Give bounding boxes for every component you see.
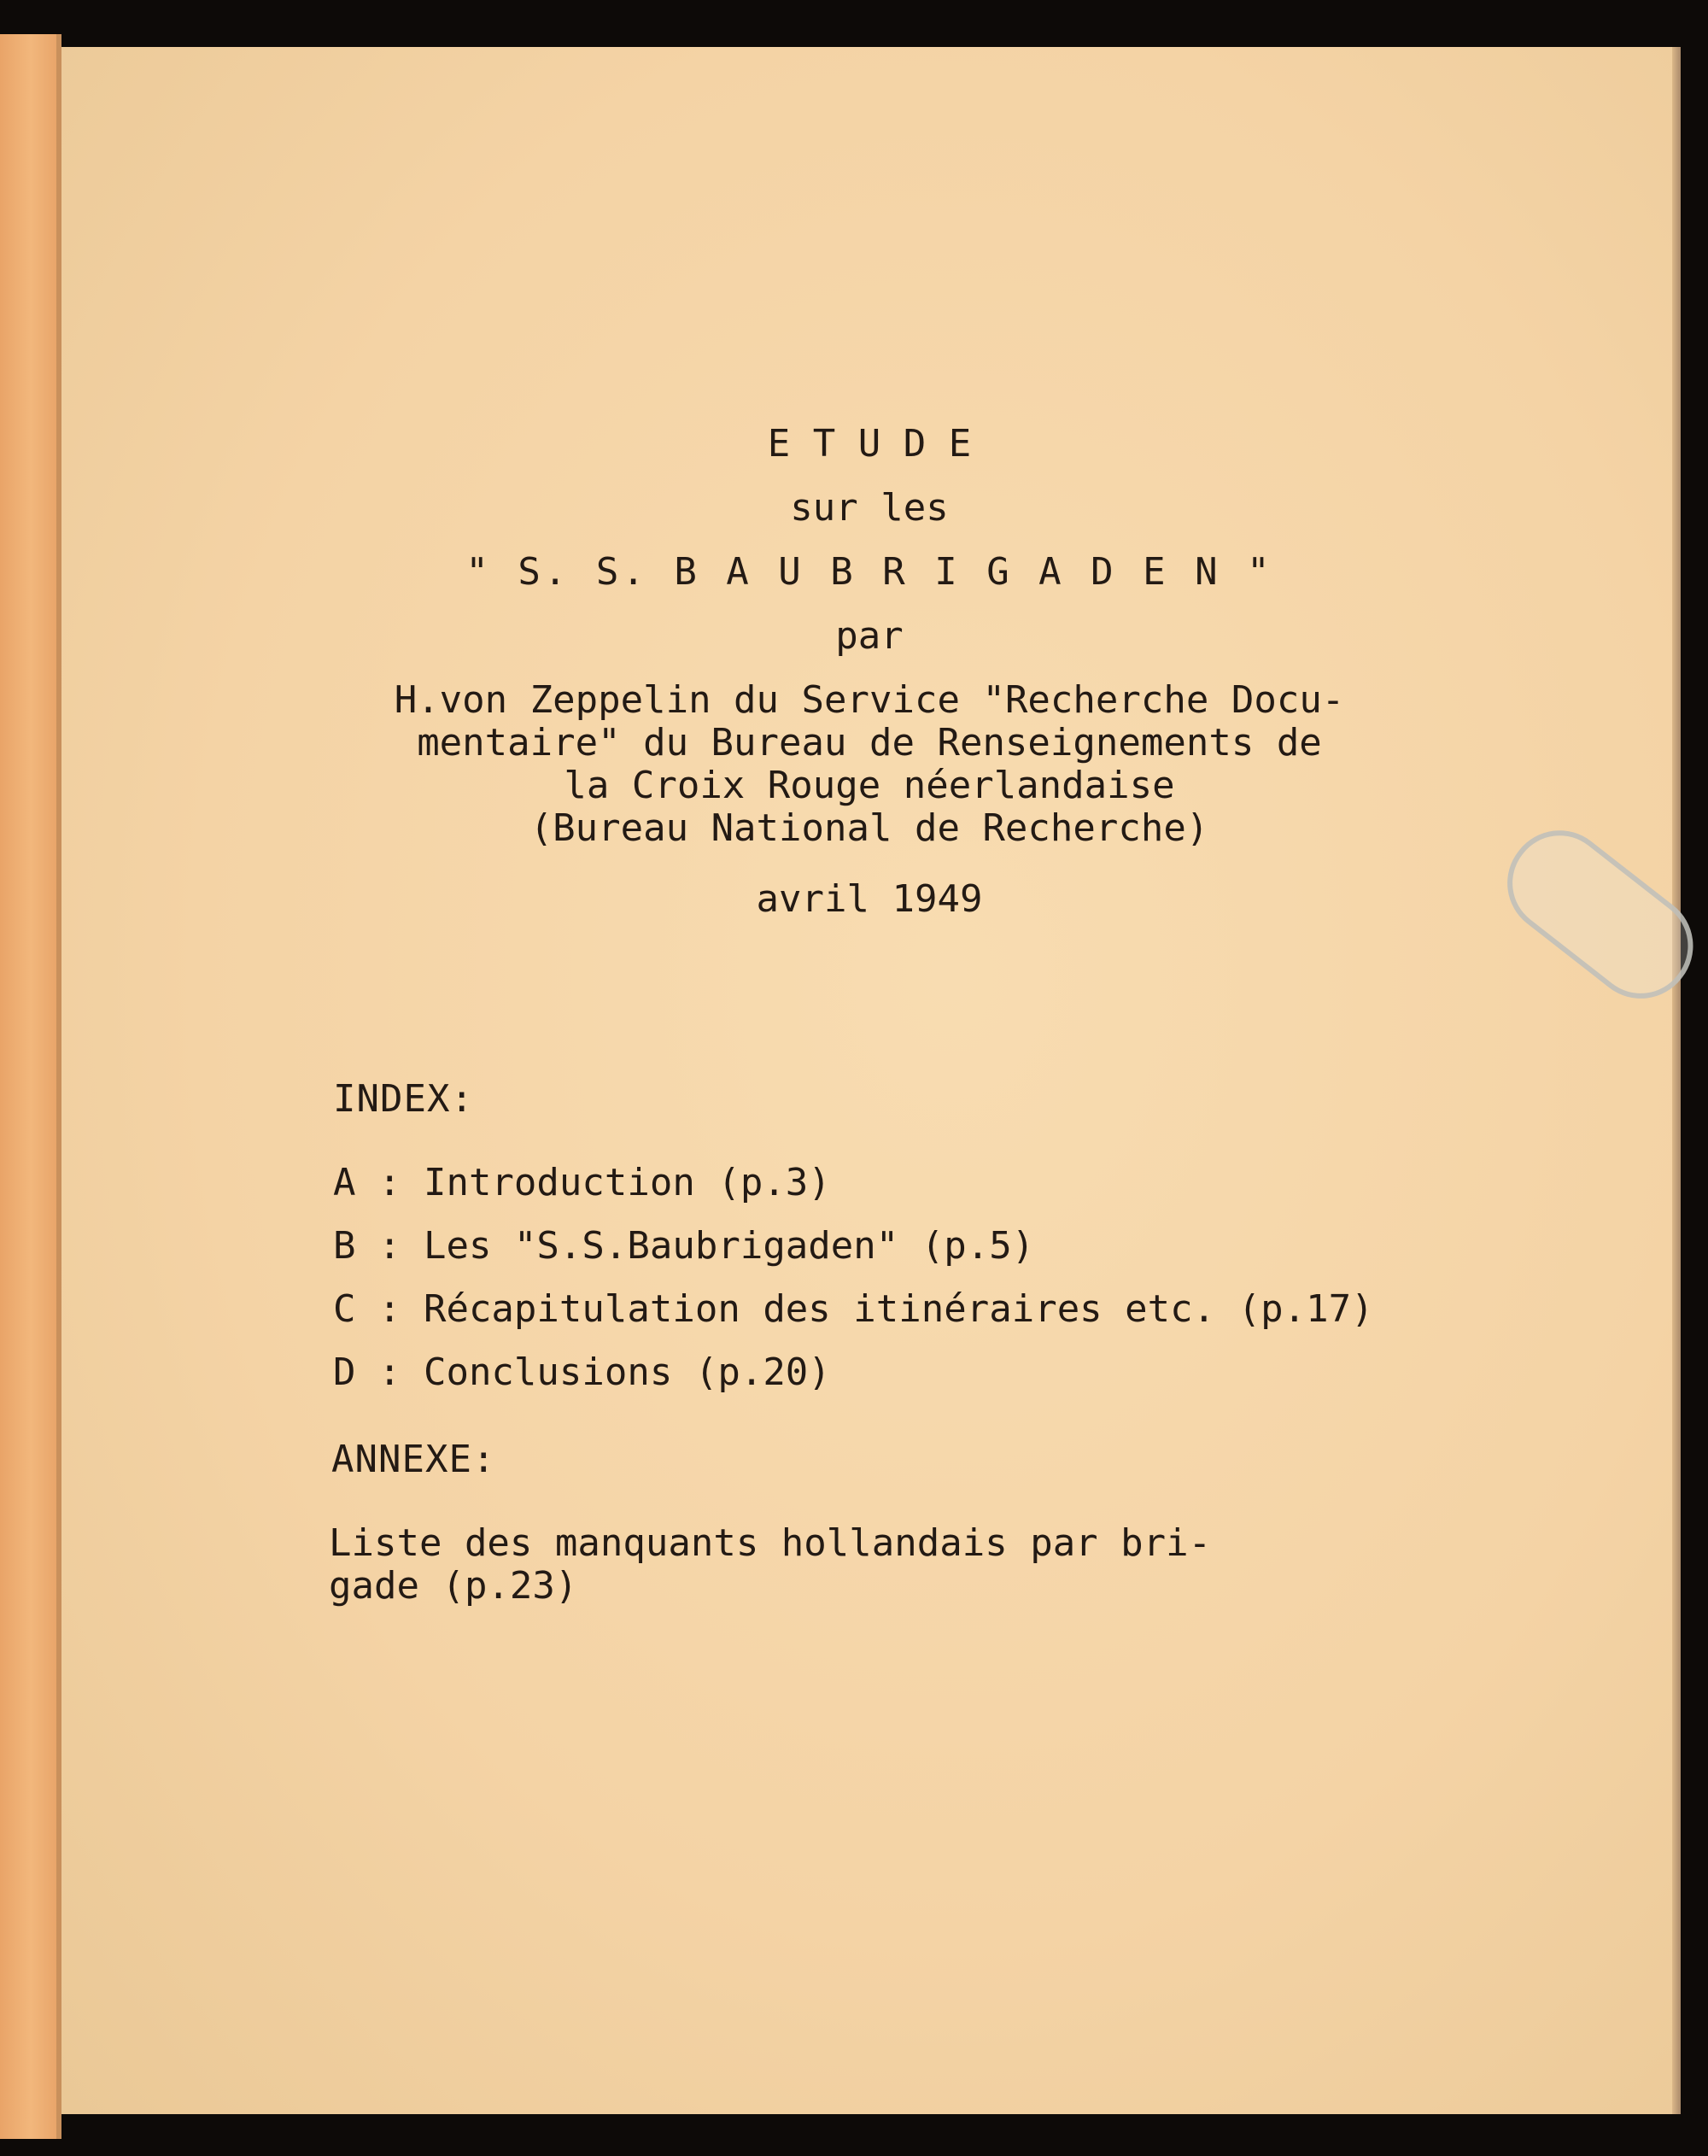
subtitle-baubrigaden: " S. S. B A U B R I G A D E N ": [465, 550, 1273, 594]
index-item-c: C : Récapitulation des itinéraires etc. (p.17): [333, 1287, 1374, 1331]
title-etude: E T U D E: [767, 422, 972, 466]
author-line-1: H.von Zeppelin du Service "Recherche Docu-: [394, 678, 1345, 722]
cover-edge: [0, 34, 56, 2139]
subtitle-sur-les: sur les: [790, 486, 949, 530]
index-item-d: D : Conclusions (p.20): [333, 1350, 831, 1394]
annexe-heading: ANNEXE:: [331, 1438, 496, 1481]
author-line-4: (Bureau National de Recherche): [529, 806, 1209, 850]
author-line-3: la Croix Rouge néerlandaise: [564, 764, 1175, 807]
page-edge: [1672, 47, 1681, 2114]
annexe-line-1: Liste des manquants hollandais par bri-: [329, 1521, 1212, 1565]
index-item-a: A : Introduction (p.3): [333, 1161, 831, 1204]
by-line: par: [835, 614, 904, 658]
document-date: avril 1949: [756, 877, 983, 921]
author-line-2: mentaire" du Bureau de Renseignements de: [417, 721, 1322, 765]
paper-sheet: [61, 47, 1677, 2114]
index-heading: INDEX:: [333, 1077, 474, 1121]
index-item-b: B : Les "S.S.Baubrigaden" (p.5): [333, 1224, 1035, 1268]
annexe-line-2: gade (p.23): [329, 1564, 578, 1608]
